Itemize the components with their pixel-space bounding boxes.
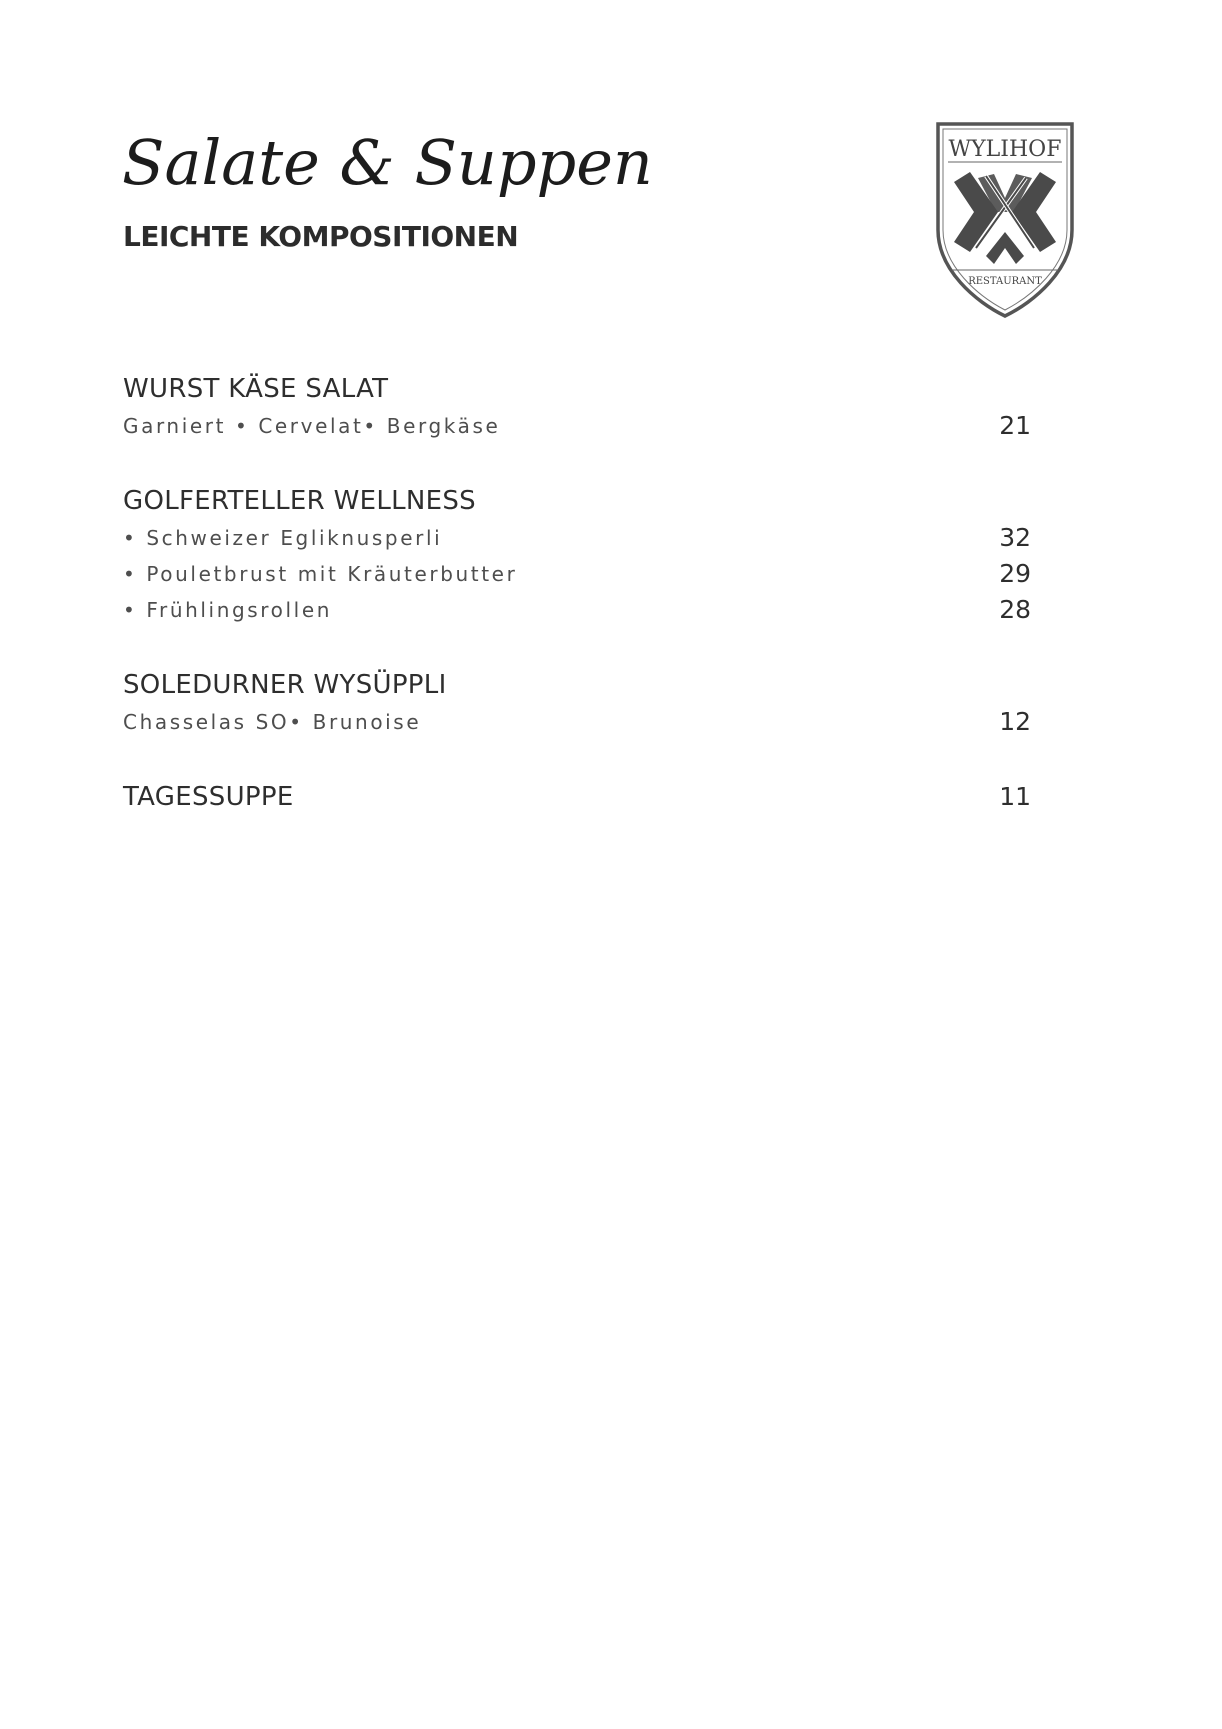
fork-knife-icon xyxy=(954,172,1056,264)
menu-item xyxy=(123,778,1043,816)
menu-item-title: SOLEDURNER WYSÜPPLI xyxy=(123,670,447,700)
menu-item-price: 11 xyxy=(999,782,1031,811)
menu-item-price: 21 xyxy=(999,411,1031,440)
menu-item-price: 12 xyxy=(999,707,1031,736)
logo-tagline: RESTAURANT xyxy=(968,276,1042,287)
menu-item-line xyxy=(123,592,1043,628)
page-subtitle: LEICHTE KOMPOSITIONEN xyxy=(123,220,519,253)
menu-item-line xyxy=(123,556,1043,592)
menu-item-price: 32 xyxy=(999,523,1031,552)
menu-item-line xyxy=(123,704,1043,740)
menu-item-description: • Pouletbrust mit Kräuterbutter xyxy=(123,562,518,586)
menu-item-line xyxy=(123,520,1043,556)
menu-item xyxy=(123,370,1043,444)
menu-item-description: • Frühlingsrollen xyxy=(123,598,332,622)
menu-item-title: WURST KÄSE SALAT xyxy=(123,374,389,404)
menu-item-price: 28 xyxy=(999,595,1031,624)
menu-list xyxy=(123,370,1043,816)
menu-item-price: 29 xyxy=(999,559,1031,588)
menu-item-description: • Schweizer Egliknusperli xyxy=(123,526,443,550)
menu-item xyxy=(123,666,1043,740)
menu-item-description: Chasselas SO• Brunoise xyxy=(123,710,422,734)
menu-item-line xyxy=(123,408,1043,444)
menu-item-title: TAGESSUPPE xyxy=(123,782,294,812)
menu-item xyxy=(123,482,1043,628)
menu-item-title: GOLFERTELLER WELLNESS xyxy=(123,486,476,516)
logo-name: WYLIHOF xyxy=(948,137,1062,162)
wylihof-logo xyxy=(934,120,1076,320)
script-title xyxy=(122,112,653,212)
script-title-text: Salate & Suppen xyxy=(122,126,653,199)
menu-item-description: Garniert • Cervelat• Bergkäse xyxy=(123,414,501,438)
